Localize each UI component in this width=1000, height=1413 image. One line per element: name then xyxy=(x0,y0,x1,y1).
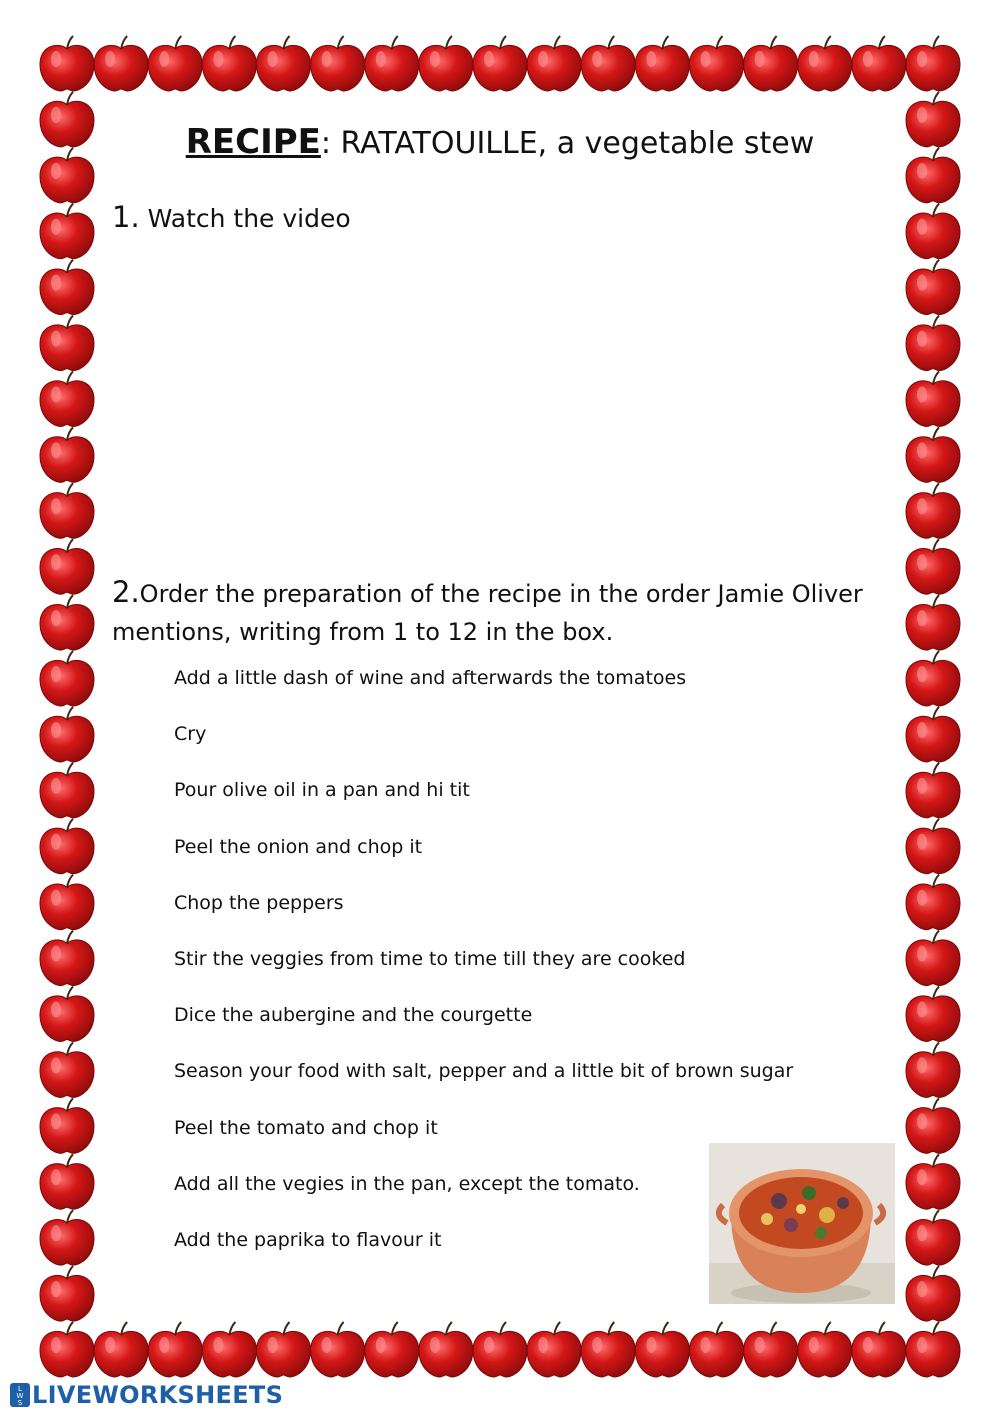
logo-letter: S xyxy=(17,1399,23,1407)
apple-icon xyxy=(40,36,94,91)
apple-icon xyxy=(148,36,202,91)
apple-icon xyxy=(40,371,94,426)
apple-icon xyxy=(311,36,365,91)
apple-icon xyxy=(798,1322,852,1377)
apple-icon xyxy=(94,1322,148,1377)
apple-icon xyxy=(906,427,960,482)
apple-icon xyxy=(906,260,960,315)
recipe-step: Stir the veggies from time to time till they are cooked xyxy=(174,947,686,970)
recipe-steps-list xyxy=(174,667,793,1285)
recipe-step: Season your food with salt, pepper and a little bit of brown sugar xyxy=(174,1060,794,1083)
apple-icon xyxy=(744,36,798,91)
apple-icon xyxy=(744,1322,798,1377)
recipe-step: Cry xyxy=(174,723,207,746)
apple-icon xyxy=(148,1322,202,1377)
apple-icon xyxy=(906,763,960,818)
apple-icon xyxy=(798,36,852,91)
apple-icon xyxy=(906,1322,960,1377)
apple-icon xyxy=(40,931,94,986)
apple-icon xyxy=(635,1322,689,1377)
apple-icon xyxy=(906,316,960,371)
apple-icon xyxy=(202,36,256,91)
apple-icon xyxy=(906,371,960,426)
apple-icon xyxy=(40,651,94,706)
brand-name: LIVEWORKSHEETS xyxy=(32,1381,284,1409)
apple-icon xyxy=(311,1322,365,1377)
apple-icon xyxy=(257,1322,311,1377)
footer-brand xyxy=(8,1380,283,1410)
apple-icon xyxy=(906,204,960,259)
apple-icon xyxy=(906,931,960,986)
liveworksheets-logo-icon xyxy=(8,1381,32,1409)
question-2-number: 2. xyxy=(112,575,140,609)
apple-icon xyxy=(40,260,94,315)
apple-icon xyxy=(473,36,527,91)
apple-icon xyxy=(40,707,94,762)
apple-icon xyxy=(257,36,311,91)
apple-icon xyxy=(40,539,94,594)
apple-icon xyxy=(906,1210,960,1265)
recipe-step: Peel the tomato and chop it xyxy=(174,1116,438,1139)
apple-icon xyxy=(40,1210,94,1265)
apple-icon xyxy=(906,595,960,650)
apple-icon xyxy=(40,875,94,930)
question-1-number: 1. xyxy=(112,200,140,234)
apple-icon xyxy=(690,1322,744,1377)
apple-icon xyxy=(40,1266,94,1321)
page-title xyxy=(0,122,1000,162)
apple-icon xyxy=(690,36,744,91)
recipe-step: Pour olive oil in a pan and hi tit xyxy=(174,779,470,802)
apple-icon xyxy=(527,36,581,91)
apple-icon xyxy=(906,1266,960,1321)
recipe-step: Add a little dash of wine and afterwards the tomatoes xyxy=(174,667,687,689)
title-separator: : xyxy=(320,126,331,161)
apple-icon xyxy=(419,1322,473,1377)
apple-icon xyxy=(906,707,960,762)
apple-icon xyxy=(202,1322,256,1377)
apple-icon xyxy=(906,539,960,594)
apple-icon xyxy=(40,987,94,1042)
apple-icon xyxy=(40,763,94,818)
recipe-step: Peel the onion and chop it xyxy=(174,835,423,858)
apple-icon xyxy=(40,483,94,538)
apple-icon xyxy=(906,36,960,91)
apple-icon xyxy=(365,36,419,91)
apple-icon xyxy=(419,36,473,91)
apple-icon xyxy=(40,1098,94,1153)
ratatouille-bowl-image xyxy=(709,1143,895,1304)
apple-icon xyxy=(906,1154,960,1209)
apple-icon xyxy=(40,595,94,650)
apple-icon xyxy=(40,1154,94,1209)
apple-icon xyxy=(94,36,148,91)
logo-letter: L xyxy=(18,1385,22,1393)
apple-icon xyxy=(852,1322,906,1377)
apple-icon xyxy=(581,36,635,91)
question-1 xyxy=(112,200,351,234)
recipe-step: Add the paprika to flavour it xyxy=(174,1228,442,1251)
apple-icon xyxy=(40,1042,94,1097)
recipe-step: Add all the vegies in the pan, except the tomato. xyxy=(174,1172,640,1195)
apple-icon xyxy=(906,651,960,706)
apple-icon xyxy=(852,36,906,91)
apple-icon xyxy=(40,427,94,482)
apple-icon xyxy=(906,1098,960,1153)
apple-icon xyxy=(527,1322,581,1377)
apple-icon xyxy=(906,987,960,1042)
recipe-step: Chop the peppers xyxy=(174,891,344,914)
title-recipe-name: RATATOUILLE, a vegetable stew xyxy=(340,126,815,161)
apple-icon xyxy=(581,1322,635,1377)
question-2-text: Order the preparation of the recipe in the order Jamie Oliver mentions, writing from 1 to 12 in the box. xyxy=(112,580,863,646)
logo-letter: W xyxy=(16,1392,24,1400)
apple-icon xyxy=(40,1322,94,1377)
apple-icon xyxy=(906,1042,960,1097)
apple-icon xyxy=(473,1322,527,1377)
question-1-text: Watch the video xyxy=(147,204,351,233)
title-recipe-label: RECIPE xyxy=(185,122,321,162)
recipe-step: Dice the aubergine and the courgette xyxy=(174,1004,533,1027)
apple-icon xyxy=(635,36,689,91)
apple-icon xyxy=(40,204,94,259)
apple-icon xyxy=(40,819,94,874)
apple-icon xyxy=(906,875,960,930)
apple-icon xyxy=(365,1322,419,1377)
apple-icon xyxy=(40,316,94,371)
apple-icon xyxy=(906,819,960,874)
question-2 xyxy=(112,573,872,651)
apple-icon xyxy=(906,483,960,538)
